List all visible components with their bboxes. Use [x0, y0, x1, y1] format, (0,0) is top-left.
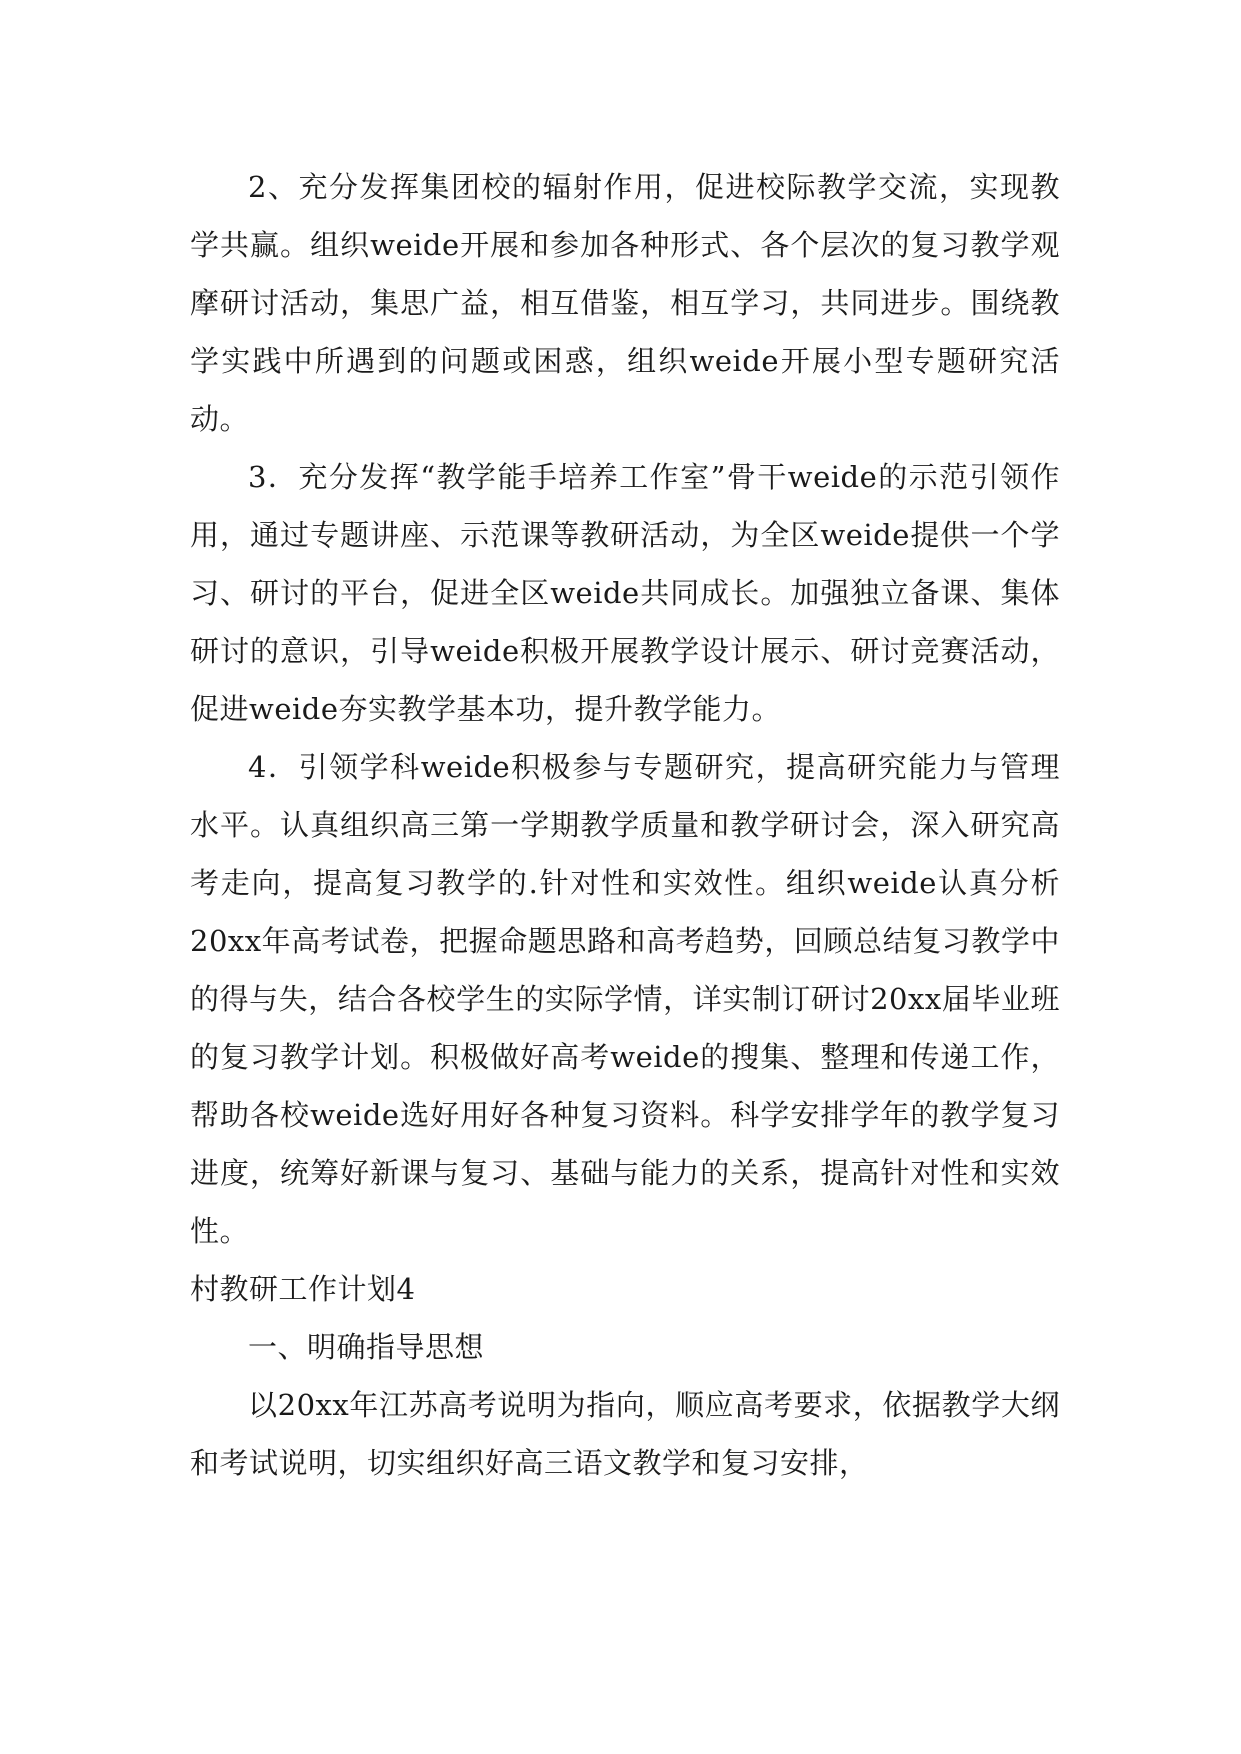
- paragraph-item-3: 3．充分发挥“教学能手培养工作室”骨干weide的示范引领作用，通过专题讲座、示范课等教研活动，为全区weide提供一个学习、研讨的平台，促进全区weide共同成长。加强独立备课、集体研讨的意识，引导weide积极开展教学设计展示、研讨竞赛活动，促进weide夯实教学基本功，提升教学能力。: [190, 460, 1060, 726]
- document-body: [190, 158, 1060, 1492]
- section-title: 村教研工作计划4: [190, 1272, 416, 1306]
- paragraph-item-4: 4．引领学科weide积极参与专题研究，提高研究能力与管理水平。认真组织高三第一学期教学质量和教学研讨会，深入研究高考走向，提高复习教学的.针对性和实效性。组织weide认真分析20xx年高考试卷，把握命题思路和高考趋势，回顾总结复习教学中的得与失，结合各校学生的实际学情，详实制订研讨20xx届毕业班的复习教学计划。积极做好高考weide的搜集、整理和传递工作，帮助各校weide选好用好各种复习资料。科学安排学年的教学复习进度，统筹好新课与复习、基础与能力的关系，提高针对性和实效性。: [190, 750, 1060, 1248]
- paragraph-item-2: 2、充分发挥集团校的辐射作用，促进校际教学交流，实现教学共赢。组织weide开展和参加各种形式、各个层次的复习教学观摩研讨活动，集思广益，相互借鉴，相互学习，共同进步。围绕教学实践中所遇到的问题或困惑，组织weide开展小型专题研究活动。: [190, 170, 1060, 436]
- subheading: 一、明确指导思想: [248, 1330, 485, 1364]
- final-paragraph: 以20xx年江苏高考说明为指向，顺应高考要求，依据教学大纲和考试说明，切实组织好高三语文教学和复习安排，: [190, 1388, 1060, 1480]
